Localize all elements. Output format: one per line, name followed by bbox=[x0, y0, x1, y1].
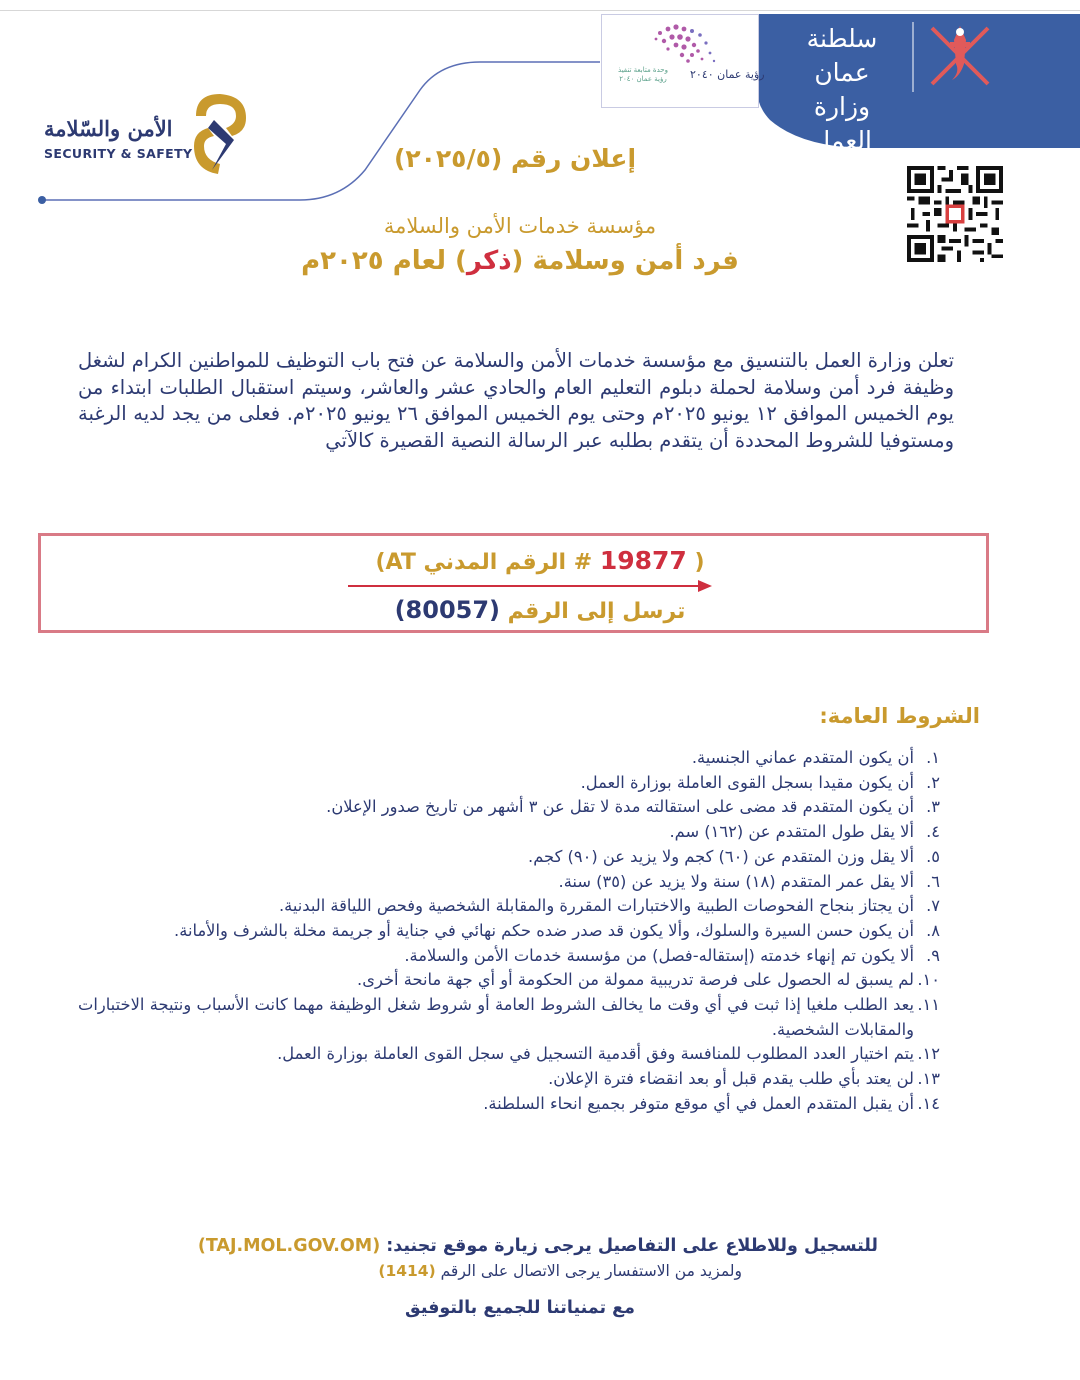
brand-name-arabic: الأمن والسّلامة bbox=[44, 116, 173, 141]
condition-number: ٩. bbox=[926, 945, 940, 965]
conditions-list bbox=[78, 746, 940, 1117]
sms-code-rest: # الرقم المدني AT) bbox=[375, 550, 600, 575]
vision-label: رؤية عمان ٢٠٤٠ bbox=[690, 68, 765, 81]
condition-item bbox=[78, 795, 940, 820]
sms-send-number: (80057) bbox=[394, 596, 501, 624]
condition-number: ٧. bbox=[926, 896, 940, 916]
qr-code-icon bbox=[906, 166, 1004, 262]
job-title-part-2: ) لعام ٢٠٢٥م bbox=[301, 246, 467, 276]
condition-text: أن يقبل المتقدم العمل في أي موقع متوفر بجميع انحاء السلطنة. bbox=[483, 1093, 914, 1113]
condition-text: أن يكون المتقدم عماني الجنسية. bbox=[691, 748, 914, 767]
condition-item bbox=[78, 845, 940, 870]
organization-name: مؤسسة خدمات الأمن والسلامة bbox=[383, 214, 657, 238]
condition-number: ١٢. bbox=[917, 1044, 940, 1064]
condition-item bbox=[78, 944, 940, 969]
condition-item bbox=[78, 1092, 940, 1117]
condition-item bbox=[78, 1067, 940, 1092]
condition-item bbox=[78, 870, 940, 895]
sms-code-number: 19877 bbox=[599, 546, 687, 575]
condition-number: ١٣. bbox=[917, 1069, 940, 1089]
condition-item bbox=[78, 993, 940, 1042]
condition-item bbox=[78, 820, 940, 845]
condition-item bbox=[78, 919, 940, 944]
job-title-gender: ذكر bbox=[466, 246, 512, 276]
oman-vision-logo bbox=[601, 14, 759, 108]
sms-send-line bbox=[330, 596, 750, 624]
register-site-link[interactable]: (TAJ.MOL.GOV.OM) bbox=[197, 1236, 381, 1256]
condition-text: أن يكون المتقدم قد مضى على استقالته مدة لا تقل عن ٣ أشهر من تاريخ صدور الإعلان. bbox=[326, 797, 914, 817]
intro-paragraph: تعلن وزارة العمل بالتنسيق مع مؤسسة خدمات الأمن والسلامة عن فتح باب التوظيف للمواطنين الكرام لشغل وظيفة فرد أمن وسلامة لحملة دبلوم التعليم العام والحادي عشر والعاشر، وسيتم استقبال الطلبات ابتداء من يوم الخميس الموافق ١٢ يونيو ٢٠٢٥م وحتى يوم الخميس الموافق ٢٦ يونيو ٢٠٢٥م. فعلى من يجد لديه الرغبة ومستوفيا للشروط المحددة أن يتقدم بطلبه عبر الرسالة النصية القصيرة كالآتي bbox=[78, 349, 954, 452]
inquiry-phone-number[interactable]: (1414) bbox=[378, 1262, 436, 1280]
condition-text: أن يجتاز بنجاح الفحوصات الطبية والاختبارات المقررة والمقابلة الشخصية وفحص اللياقة البدنية. bbox=[278, 896, 914, 916]
condition-text: ألا يقل وزن المتقدم عن (٦٠) كجم ولا يزيد عن (٩٠) كجم. bbox=[528, 846, 914, 866]
brand-name-english: SECURITY & SAFETY bbox=[44, 146, 193, 161]
vision-subtitle: وحدة متابعة تنفيذ رؤية عمان ٢٠٤٠ bbox=[618, 66, 668, 83]
inquiry-line bbox=[200, 1262, 742, 1280]
condition-item bbox=[78, 771, 940, 796]
condition-number: ٦. bbox=[926, 871, 940, 891]
job-title-part-1: فرد أمن وسلامة ( bbox=[511, 246, 739, 276]
security-safety-logo-icon bbox=[186, 88, 250, 180]
condition-text: أن يكون مقيدا بسجل القوى العاملة بوزارة العمل. bbox=[580, 772, 914, 792]
register-line bbox=[140, 1236, 878, 1256]
condition-number: ٨. bbox=[926, 920, 940, 940]
condition-number: ٣. bbox=[926, 797, 940, 817]
condition-text: لن يعتد بأي طلب يقدم قبل أو بعد انقضاء فترة الإعلان. bbox=[548, 1069, 914, 1089]
condition-number: ١٤. bbox=[917, 1093, 940, 1113]
closing-line: مع تمنياتنا للجميع بالتوفيق bbox=[405, 1298, 635, 1318]
oman-khanjar-emblem-icon bbox=[922, 18, 998, 94]
condition-item bbox=[78, 1042, 940, 1067]
condition-item bbox=[78, 894, 940, 919]
condition-text: أن يكون حسن السيرة والسلوك، وألا يكون قد صدر ضده حكم نهائي في جناية أو جريمة مخلة بالشرف والأمانة. bbox=[174, 920, 914, 940]
ministry-name bbox=[782, 22, 902, 158]
announcement-title: إعلان رقم (٢٠٢٥/٥) bbox=[393, 144, 637, 173]
conditions-heading: الشروط العامة: bbox=[819, 704, 980, 728]
sms-code-open: ( bbox=[686, 550, 705, 575]
register-text: للتسجيل وللاطلاع على التفاصيل يرجى زيارة موقع تجنيد: bbox=[380, 1236, 878, 1256]
sms-send-label: ترسل إلى الرقم bbox=[500, 599, 686, 624]
condition-item bbox=[78, 746, 940, 771]
curve-end-dot bbox=[38, 196, 46, 204]
job-title bbox=[240, 246, 800, 276]
ministry-line-1: سلطنة عمان bbox=[806, 24, 878, 87]
condition-item bbox=[78, 968, 940, 993]
condition-text: يتم اختيار العدد المطلوب للمنافسة وفق أقدمية التسجيل في سجل القوى العاملة بوزارة العمل. bbox=[277, 1044, 914, 1064]
condition-text: يعد الطلب ملغيا إذا ثبت في أي وقت ما يخالف الشروط العامة أو شروط شغل الوظيفة مهما كانت الأسباب ونتيجة الاختبارات والمقابلات الشخصية. bbox=[78, 995, 914, 1039]
condition-number: ٥. bbox=[926, 846, 940, 866]
condition-text: ألا يقل عمر المتقدم (١٨) سنة ولا يزيد عن (٣٥) سنة. bbox=[558, 871, 914, 891]
ministry-line-2: وزارة العمل bbox=[811, 92, 872, 155]
condition-text: ألا يقل طول المتقدم عن (١٦٢) سم. bbox=[669, 822, 914, 842]
condition-number: ١. bbox=[926, 748, 940, 767]
sms-format-line bbox=[330, 546, 750, 575]
arrow-right-icon bbox=[348, 578, 712, 594]
condition-number: ٢. bbox=[926, 772, 940, 792]
condition-text: لم يسبق له الحصول على فرصة تدريبية ممولة من الحكومة أو أي جهة مانحة أخرى. bbox=[357, 970, 914, 990]
condition-number: ١١. bbox=[917, 995, 940, 1015]
condition-text: ألا يكون تم إنهاء خدمته (إستقاله-فصل) من مؤسسة خدمات الأمن والسلامة. bbox=[404, 945, 914, 965]
condition-number: ١٠. bbox=[917, 970, 940, 990]
inquiry-text: ولمزيد من الاستفسار يرجى الاتصال على الرقم bbox=[435, 1262, 742, 1280]
condition-number: ٤. bbox=[926, 822, 940, 842]
